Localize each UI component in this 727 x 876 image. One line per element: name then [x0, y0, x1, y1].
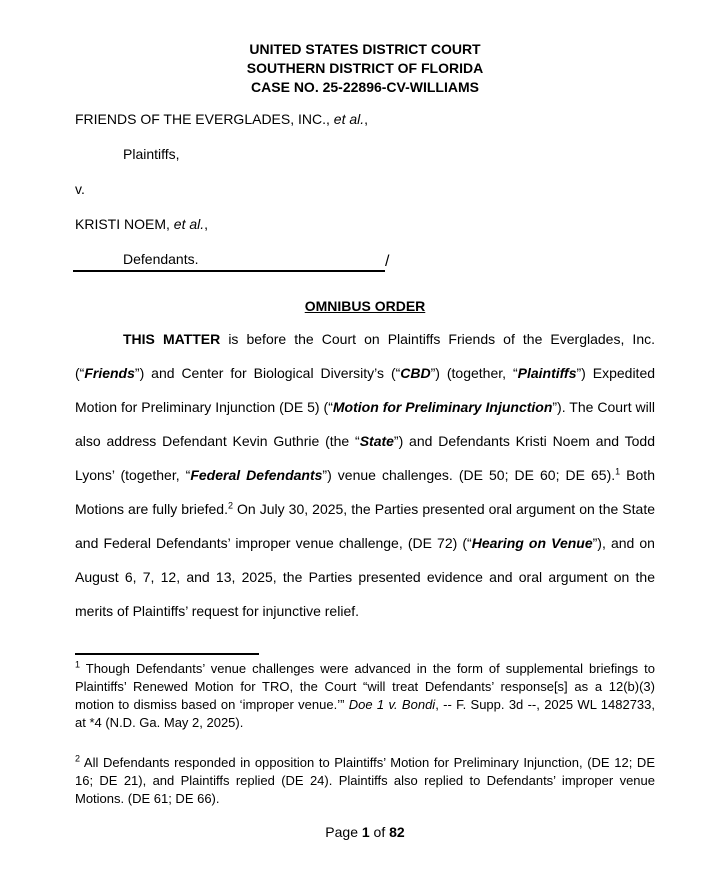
footnote-separator: [75, 653, 259, 655]
court-name: UNITED STATES DISTRICT COURT: [249, 41, 481, 57]
footnote-1: $^1$ Though Defendants’ venue challenges were advanced in the form of supplemental briefings to Plaintiffs’ Renewed Motion for TRO, the Court “will treat Defendants’ response[s] as a 12(b)(3) motion to dismiss based on ‘improper venue.’” Doe 1 v. Bondi, -- F. Supp. 3d --, 2025 WL 1482733, at *4 (N.D. Ga. May 2, 2025).: [75, 659, 655, 730]
order-title: OMNIBUS ORDER: [304, 298, 426, 314]
case-caption: [75, 111, 655, 276]
footnote-2: $^2$ All Defendants responded in opposition to Plaintiffs’ Motion for Preliminary Injunction, (DE 12; DE 16; DE 21), and Plaintiffs replied (DE 24). Plaintiffs also replied to Defendants’ improper venue Motions. (DE 61; DE 66).: [75, 753, 655, 806]
plaintiff-name-line: FRIENDS OF THE EVERGLADES, INC., et al.,: [75, 111, 369, 127]
order-body-paragraph: THIS MATTER is before the Court on Plaintiffs Friends of the Everglades, Inc. (“Friends”) and Center for Biological Diversity’s (“CBD”) (together, “Plaintiffs”) Expedited Motion for Preliminary Injunction (DE 5) (“Motion for Preliminary Injunction”). The Court will also address Defendant Kevin Guthrie (the “State”) and Defendants Kristi Noem and Todd Lyons’ (together, “Federal Defendants”) venue challenges. (DE 50; DE 60; DE 65).$^1$ Both Motions are fully briefed.$^2$ On July 30, 2025, the Parties presented oral argument on the State and Federal Defendants’ improper venue challenge, (DE 72) (“Hearing on Venue”), and on August 6, 7, 12, and 13, 2025, the Parties presented evidence and oral argument on the merits of Plaintiffs’ request for injunctive relief.: [75, 331, 656, 619]
versus-label: v.: [75, 181, 85, 197]
plaintiffs-label: Plaintiffs,: [123, 146, 180, 162]
case-number: CASE NO. 25-22896-CV-WILLIAMS: [251, 79, 479, 95]
defendant-name-line: KRISTI NOEM, et al.,: [75, 216, 209, 232]
defendants-label: Defendants.: [123, 251, 199, 267]
district-name: SOUTHERN DISTRICT OF FLORIDA: [246, 60, 484, 76]
court-header: [75, 40, 655, 97]
caption-rule-line: [73, 270, 385, 272]
caption-rule-slash: /: [385, 253, 390, 270]
page-number: Page 1 of 82: [325, 824, 405, 840]
